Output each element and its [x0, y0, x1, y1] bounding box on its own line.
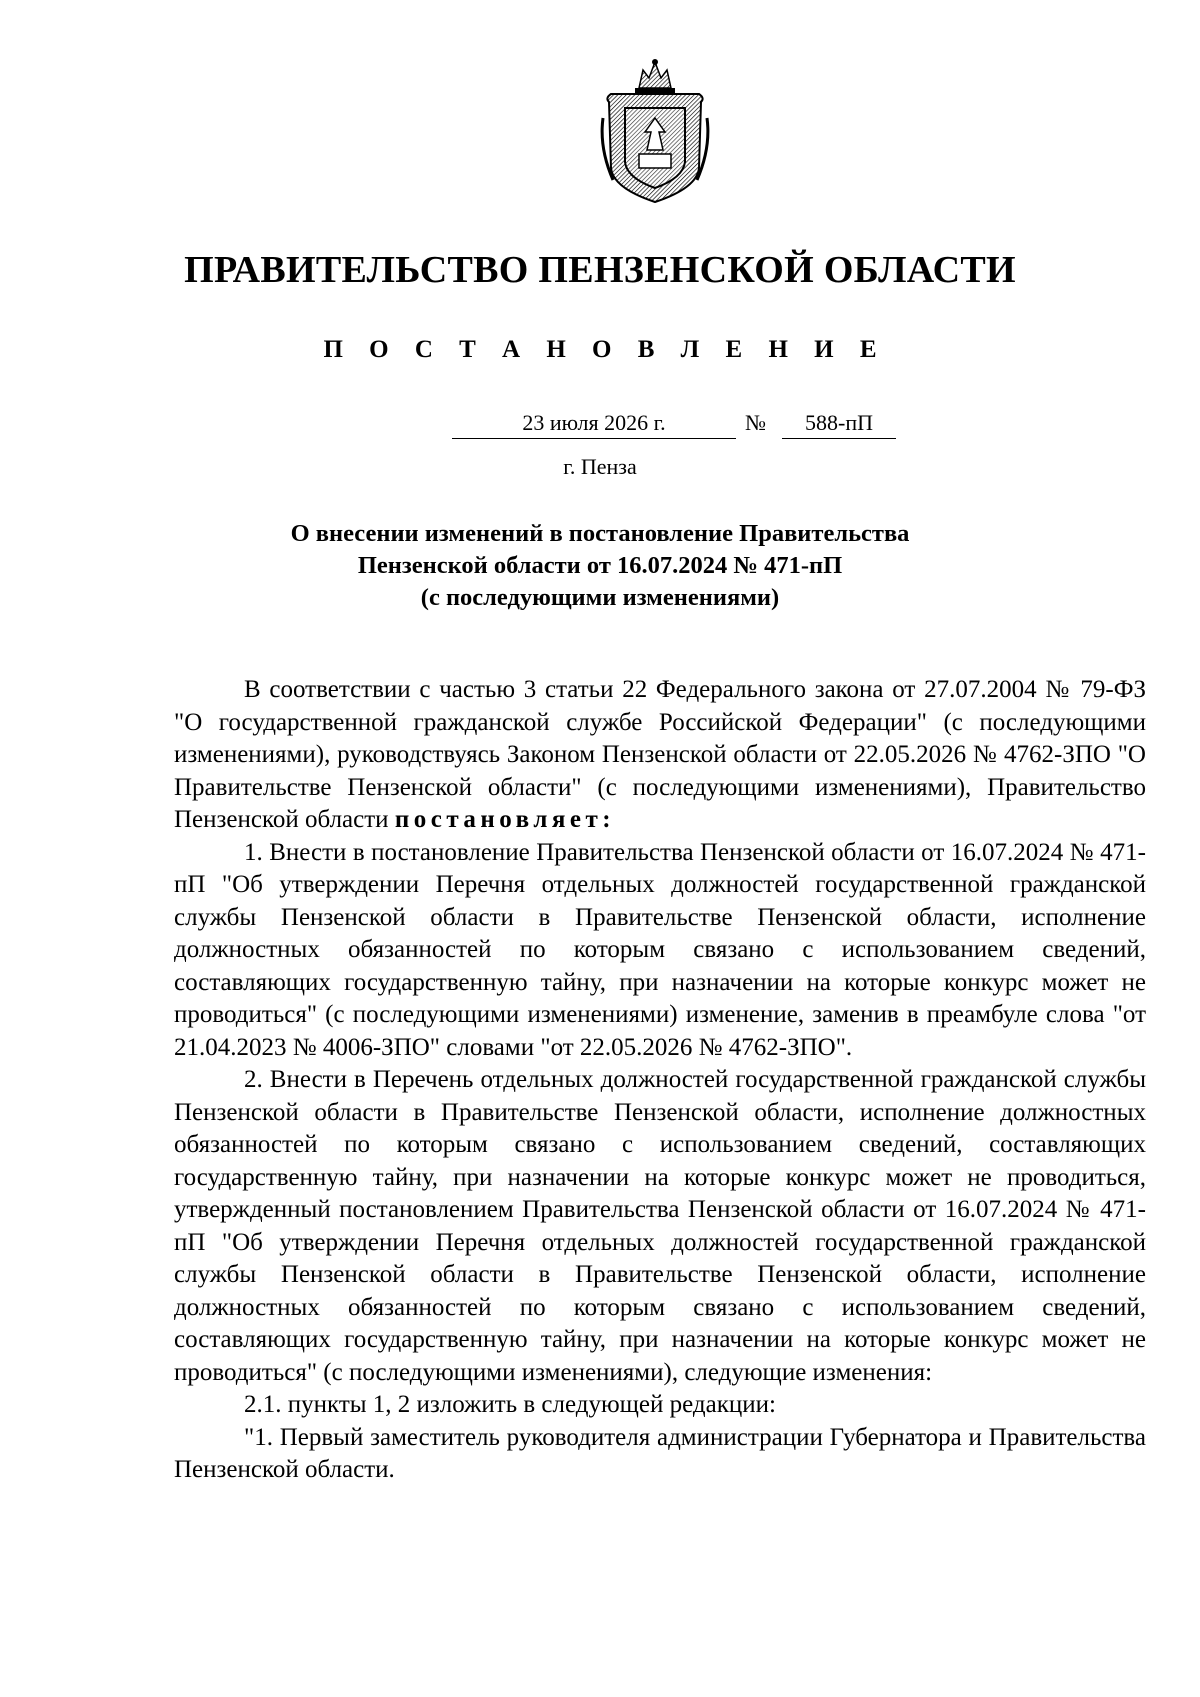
preamble-text: В соответствии с частью 3 статьи 22 Федерального закона от 27.07.2004 № 79-ФЗ "О государственной гражданской службе Российской Федерации" (с последующими изменениями), руководствуясь Законом Пензенской области от 22.05.2026 № 4762-ЗПО "О Правительстве Пензенской области" (с последующими изменениями), Правительство Пензенской области [174, 676, 1146, 833]
preamble-paragraph [174, 674, 1146, 837]
paragraph-2-1-item-1: "1. Первый заместитель руководителя администрации Губернатора и Правительства Пензенской области. [174, 1423, 1146, 1483]
city: г. Пенза [563, 454, 637, 479]
paragraph-1: 1. Внести в постановление Правительства Пензенской области от 16.07.2024 № 471-пП "Об утверждении Перечня отдельных должностей государственной гражданской службы Пензенской области в Правительстве Пензенской области, исполнение должностных обязанностей по которым связано с использованием сведений, составляющих государственную тайну, при назначении на которые конкурс может не проводиться" (с последующими изменениями) изменение, заменив в преамбуле слова "от 21.04.2023 № 4006-ЗПО" словами "от 22.05.2026 № 4762-ЗПО". [174, 838, 1146, 1061]
document-body [174, 674, 1146, 1487]
org-title: ПРАВИТЕЛЬСТВО ПЕНЗЕНСКОЙ ОБЛАСТИ [184, 249, 1016, 291]
subject-line: (с последующими изменениями) [420, 584, 780, 611]
document-type: П О С Т А Н О В Л Е Н И Е [323, 336, 887, 363]
document-number: 588-пП [782, 410, 896, 439]
coat-of-arms-icon [599, 58, 711, 204]
subject-line: О внесении изменений в постановление Правительства [290, 520, 910, 547]
subject-line: Пензенской области от 16.07.2024 № 471-пП [357, 552, 843, 579]
paragraph-2: 2. Внести в Перечень отдельных должностей государственной гражданской службы Пензенской области в Правительстве Пензенской области, исполнение должностных обязанностей по которым связано с использованием сведений, составляющих государственную тайну, при назначении на которые конкурс может не проводиться, утвержденный постановлением Правительства Пензенской области от 16.07.2024 № 471-пП "Об утверждении Перечня отдельных должностей государственной гражданской службы Пензенской области в Правительстве Пензенской области, исполнение должностных обязанностей по которым связано с использованием сведений, составляющих государственную тайну, при назначении на которые конкурс может не проводиться" (с последующими изменениями), следующие изменения: [174, 1066, 1146, 1386]
document-subject [240, 518, 960, 614]
date-number-row [0, 410, 1200, 442]
resolves-word: постановляет: [394, 806, 616, 833]
number-sign: № [745, 410, 766, 435]
document-date: 23 июля 2026 г. [452, 410, 736, 439]
paragraph-2-1: 2.1. пункты 1, 2 изложить в следующей редакции: [244, 1391, 776, 1418]
